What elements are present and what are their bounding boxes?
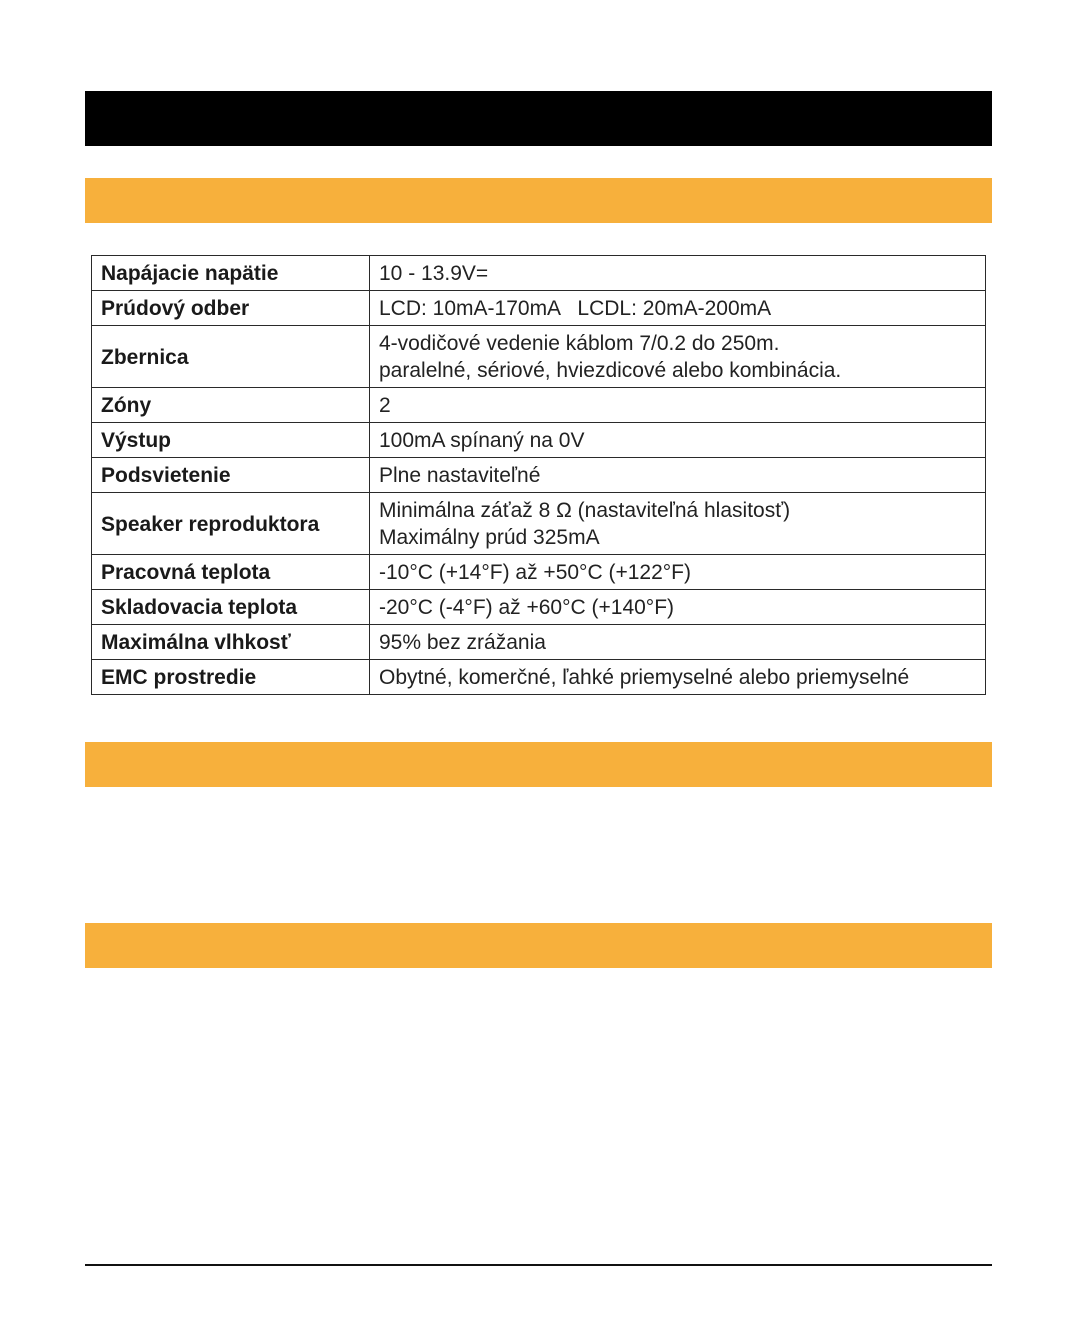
spec-value: 100mA spínaný na 0V (370, 423, 986, 458)
spec-label: Prúdový odber (92, 291, 370, 326)
table-row (92, 493, 986, 555)
table-row (92, 458, 986, 493)
spec-value: 95% bez zrážania (370, 625, 986, 660)
table-row (92, 423, 986, 458)
section-header-bar-3 (85, 923, 992, 968)
spec-value: Minimálna záťaž 8 Ω (nastaviteľná hlasitosť) Maximálny prúd 325mA (370, 493, 986, 555)
spec-value: -20°C (-4°F) až +60°C (+140°F) (370, 590, 986, 625)
spec-label: Zóny (92, 388, 370, 423)
table-row (92, 256, 986, 291)
spec-value: 2 (370, 388, 986, 423)
section-header-bar-2 (85, 742, 992, 787)
spec-value: 4-vodičové vedenie káblom 7/0.2 do 250m. paralelné, sériové, hviezdicové alebo kombinácia. (370, 326, 986, 388)
spec-label: EMC prostredie (92, 660, 370, 695)
table-row (92, 625, 986, 660)
spec-label: Speaker reproduktora (92, 493, 370, 555)
table-row (92, 388, 986, 423)
spec-value: Plne nastaviteľné (370, 458, 986, 493)
spec-label: Skladovacia teplota (92, 590, 370, 625)
table-row (92, 291, 986, 326)
section-header-bar-specifications (85, 178, 992, 223)
spec-label: Zbernica (92, 326, 370, 388)
footer-divider (85, 1264, 992, 1266)
specifications-table (91, 255, 986, 695)
spec-label: Maximálna vlhkosť (92, 625, 370, 660)
table-row (92, 326, 986, 388)
page-title-bar (85, 91, 992, 146)
spec-value: Obytné, komerčné, ľahké priemyselné alebo priemyselné (370, 660, 986, 695)
spec-value: LCD: 10mA-170mA LCDL: 20mA-200mA (370, 291, 986, 326)
table-row (92, 590, 986, 625)
spec-value: -10°C (+14°F) až +50°C (+122°F) (370, 555, 986, 590)
spec-label: Výstup (92, 423, 370, 458)
spec-value: 10 - 13.9V= (370, 256, 986, 291)
table-row (92, 660, 986, 695)
spec-label: Podsvietenie (92, 458, 370, 493)
spec-label: Napájacie napätie (92, 256, 370, 291)
table-row (92, 555, 986, 590)
spec-label: Pracovná teplota (92, 555, 370, 590)
